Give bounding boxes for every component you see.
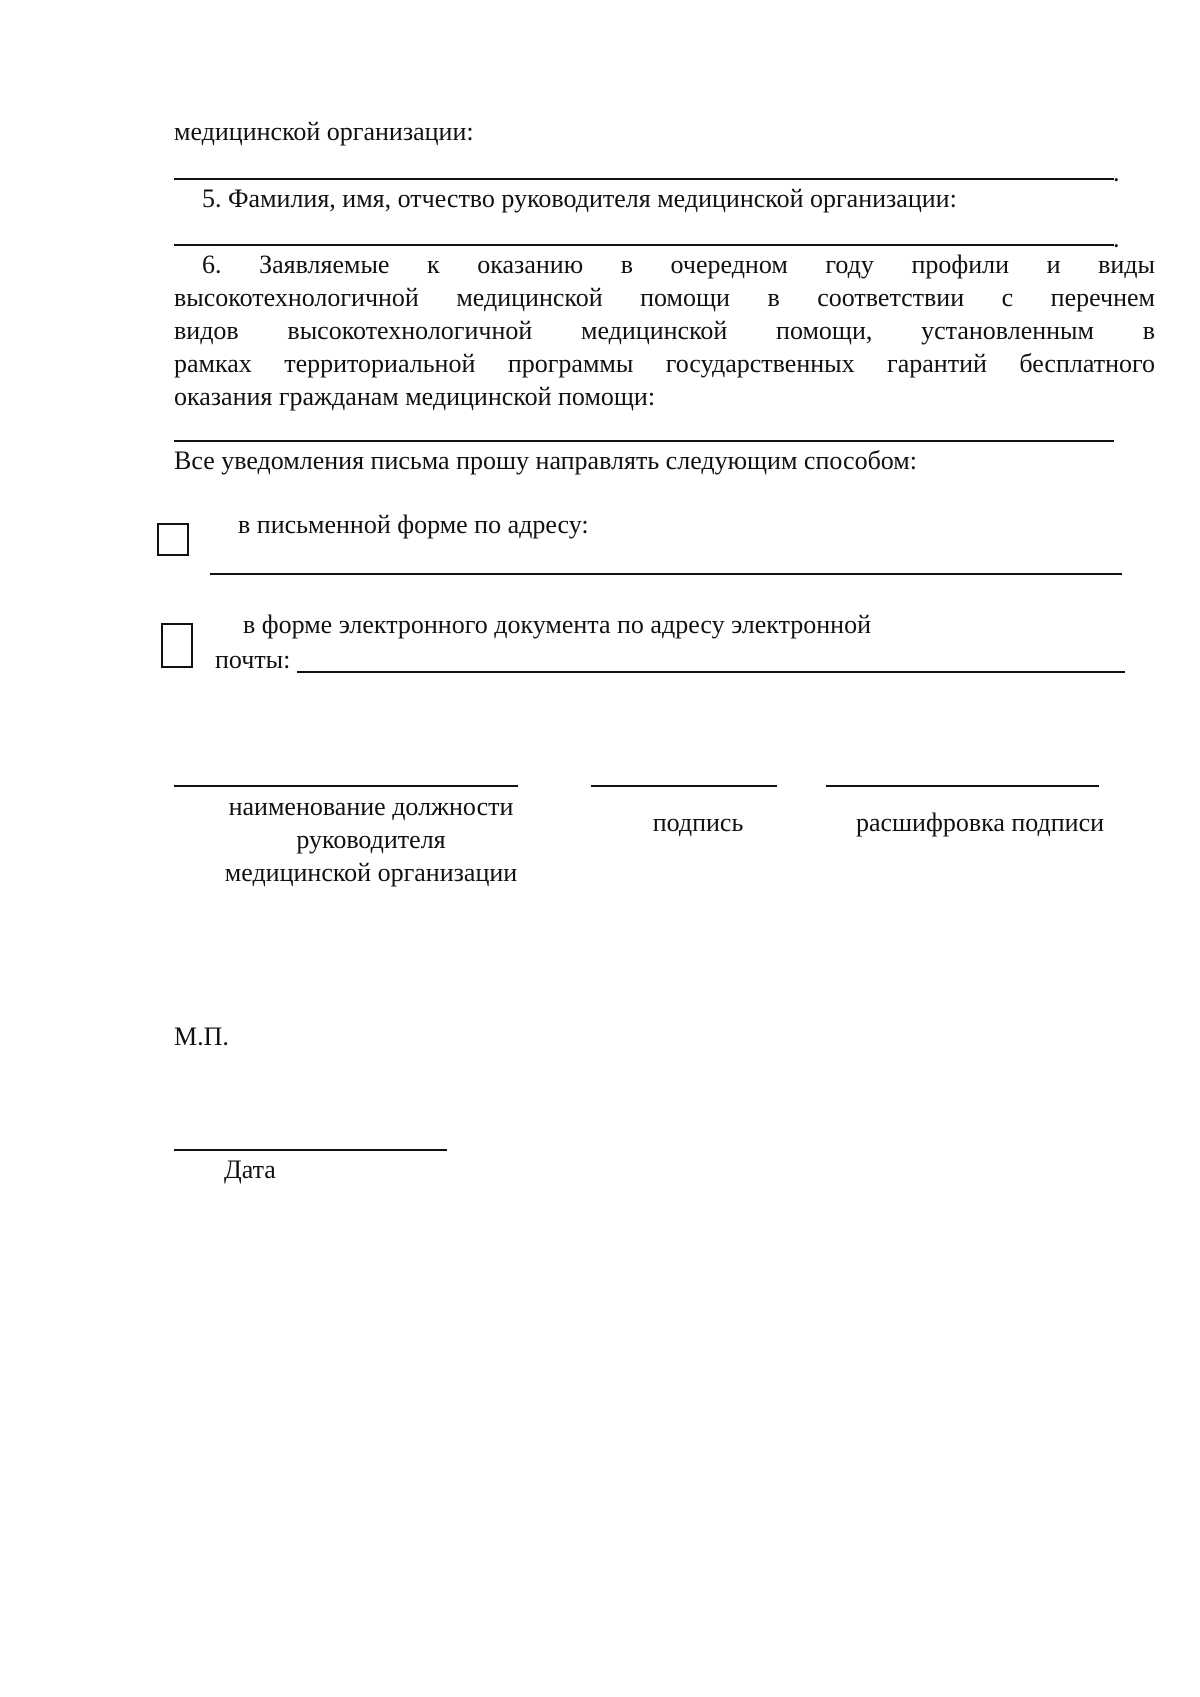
email-option-checkbox[interactable] bbox=[161, 623, 193, 668]
section-6-paragraph bbox=[174, 248, 1155, 413]
head-name-label: 5. Фамилия, имя, отчество руководителя медицинской организации: bbox=[202, 184, 957, 213]
section-6-line: видов высокотехнологичной медицинской помощи, установленным в bbox=[174, 316, 1155, 345]
section-6-line: высокотехнологичной медицинской помощи в соответствии с перечнем bbox=[174, 283, 1155, 312]
position-caption-line1: наименование должности bbox=[228, 792, 514, 821]
email-address-input-line[interactable] bbox=[297, 671, 1125, 673]
paper-option-label: в письменной форме по адресу: bbox=[238, 510, 589, 539]
org-input-line[interactable] bbox=[174, 178, 1114, 180]
org-label-continued: медицинской организации: bbox=[174, 117, 474, 146]
email-option-label-cont: почты: bbox=[215, 645, 291, 674]
signature-decoding-caption: расшифровка подписи bbox=[855, 808, 1105, 837]
section-6-line: оказания гражданам медицинской помощи: bbox=[174, 382, 656, 411]
position-input-line[interactable] bbox=[174, 785, 518, 787]
date-caption: Дата bbox=[224, 1155, 276, 1184]
position-caption-line2: руководителя bbox=[296, 825, 446, 854]
notifications-heading: Все уведомления письма прошу направлять следующим способом: bbox=[174, 446, 917, 475]
email-option-label: в форме электронного документа по адресу электронной bbox=[243, 610, 871, 639]
signature-input-line[interactable] bbox=[591, 785, 777, 787]
section-6-line: 6. Заявляемые к оказанию в очередном году профили и виды bbox=[202, 250, 1155, 279]
line-end-dot: . bbox=[1113, 158, 1120, 187]
paper-option-checkbox[interactable] bbox=[157, 523, 189, 556]
postal-address-input-line[interactable] bbox=[210, 573, 1122, 575]
signature-caption: подпись bbox=[652, 808, 744, 837]
profiles-input-line[interactable] bbox=[174, 440, 1114, 442]
head-name-input-line[interactable] bbox=[174, 244, 1114, 246]
stamp-place-label: М.П. bbox=[174, 1022, 229, 1051]
date-input-line[interactable] bbox=[174, 1149, 447, 1151]
position-caption-line3: медицинской организации bbox=[224, 858, 518, 887]
signature-decoding-input-line[interactable] bbox=[826, 785, 1099, 787]
line-end-dot: . bbox=[1113, 224, 1120, 253]
section-6-line: рамках территориальной программы государственных гарантий бесплатного bbox=[174, 349, 1155, 378]
